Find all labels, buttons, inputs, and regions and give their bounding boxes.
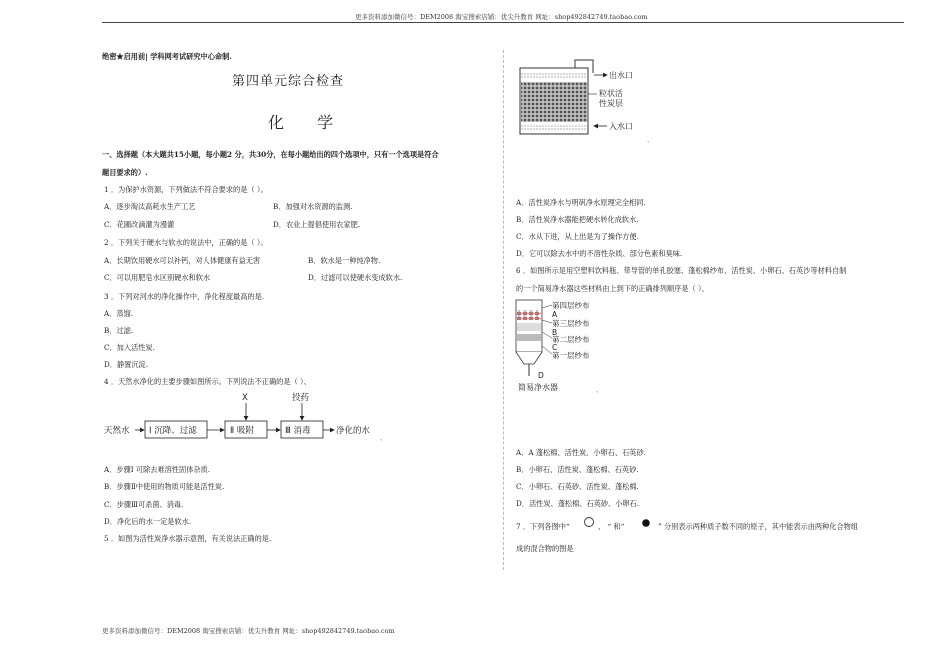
q3-stem: 3 ．下列对河水的净化操作中，净化程度最高的是.	[104, 292, 265, 301]
q6-b: B	[552, 328, 558, 337]
flow-step2: Ⅱ 吸附	[230, 426, 254, 436]
q4-flow-diagram	[104, 390, 394, 448]
q5-option-d: D．它可以除去水中的不溶性杂质、部分色素和臭味.	[516, 249, 683, 258]
q6-l2: 第二层纱布	[552, 335, 590, 344]
q1-stem: 1 ．为保护水资源，下列做法不符合要求的是（ ）。	[104, 185, 268, 194]
q6-option-d: D．活性炭、蓬松棉、石英砂、小卵石.	[516, 499, 640, 508]
q2-option-c: C．可以用肥皂水区别硬水和软水	[104, 273, 211, 282]
q1-option-d: D．农业上提倡使用农家肥.	[273, 220, 361, 229]
q6-a: A	[552, 310, 558, 319]
q6-l1: 第一层纱布	[552, 351, 590, 360]
q7-stem-c: ” 分别表示两种质子数不同的原子，其中能表示由两种化合物组	[658, 522, 859, 531]
q7-stem-b: 、 “ 和“	[598, 522, 625, 531]
q4-option-c: C．步骤Ⅲ可杀菌、消毒.	[104, 500, 184, 509]
inlet-label: 入水口	[609, 122, 633, 131]
q7-stem-line2: 成的混合物的图是	[516, 544, 574, 553]
outlet-label: 出水口	[609, 71, 633, 80]
q1-option-a: A．逐步淘汰高耗水生产工艺	[104, 202, 196, 211]
q6-option-c: C．小卵石、石英砂、活性炭、蓬松棉.	[516, 482, 639, 491]
filled-circle-icon	[641, 518, 651, 528]
subject-title: 化 学	[268, 113, 348, 132]
q6-c: C	[552, 343, 558, 352]
q3-option-a: A．蒸馏.	[104, 309, 134, 318]
q5-stem: 5 ．如图为活性炭净水器示意图，有关说法正确的是.	[104, 534, 272, 543]
flow-result: 净化的水	[336, 426, 371, 436]
flow-x-label: X	[242, 393, 248, 403]
section-heading: 一、选择题（本大题共15小题，每小题2 分，共30分，在每小题给出的四个选项中，只有一个选项是符合	[102, 150, 439, 159]
q6-d: D	[538, 371, 544, 380]
q6-name: 简易净水器	[518, 383, 558, 392]
carbon-label-2: 性炭层	[599, 99, 623, 108]
page-title: 第四单元综合检查	[232, 74, 345, 89]
q6-stem-line2: 的一个简易净水器这些材料由上到下的正确排列顺序是（ ）、	[516, 284, 709, 293]
q6-purifier-diagram	[510, 296, 620, 398]
layer-b	[517, 323, 541, 331]
header-rule	[102, 22, 904, 23]
q6-l3: 第三层纱布	[552, 319, 590, 328]
flow-dose-label: 投药	[292, 393, 310, 403]
q6-stem-line1: 6 ．如图所示是用空塑料饮料瓶、带导管的单孔胶塞、蓬松棉纱布、活性炭、小卵石、石英沙等材料自制	[516, 266, 847, 275]
open-circle-icon	[583, 516, 595, 528]
q3-option-b: B．过滤.	[104, 326, 134, 335]
q5-purifier-diagram	[515, 58, 655, 146]
q1-option-b: B．加强对水资源的监测.	[273, 202, 353, 211]
q5-option-c: C．水从下进，从上出是为了操作方便.	[516, 232, 639, 241]
q6-l4: 第四层纱布	[552, 301, 590, 310]
carbon-label-1: 粒状活	[599, 89, 623, 98]
flow-step3: Ⅲ 消毒	[285, 426, 311, 436]
secret-line: 绝密★启用前| 学科网考试研究中心命制.	[102, 52, 232, 61]
layer-a	[517, 310, 541, 320]
q7-stem-a: 7 ．下列各图中“	[516, 522, 570, 531]
column-divider	[503, 50, 504, 570]
footer-text: 更多资料添加微信号：DEM2008 淘宝搜索店铺：优尖升教育 网址：shop492842749.taobao.com	[102, 627, 395, 635]
q6-option-b: B．小卵石、活性炭、蓬松棉、石英砂.	[516, 465, 639, 474]
flow-step1: Ⅰ 沉降、过滤	[149, 426, 197, 436]
layer-c	[517, 334, 541, 341]
q6-option-a: A．A 蓬松棉、活性炭、小卵石、石英砂.	[516, 448, 646, 457]
q4-option-a: A．步骤Ⅰ 可除去难溶性固体杂质.	[104, 465, 211, 474]
svg-text:、: 、	[596, 387, 603, 394]
q4-option-d: D．净化后的水一定是软水.	[104, 517, 192, 526]
q4-stem: 4 ．天然水净化的主要步骤如图所示。下列说法不正确的是（ ）、	[104, 377, 311, 386]
svg-text:、: 、	[380, 435, 387, 442]
header-text: 更多资料添加微信号：DEM2008 淘宝搜索店铺：优尖升教育 网址：shop492842749.taobao.com	[355, 13, 648, 21]
q1-option-c: C．花圃改滴灌为漫灌	[104, 220, 175, 229]
flow-source: 天然水	[104, 426, 130, 436]
q5-option-a: A．活性炭净水与明矾净水原理完全相同.	[516, 198, 646, 207]
q2-stem: 2 ．下列关于硬水与软水的说法中，正确的是（ ）。	[104, 238, 268, 247]
q2-option-d: D．过滤可以使硬水变成软水.	[308, 273, 403, 282]
q4-option-b: B．步骤Ⅱ中使用的物质可能是活性炭.	[104, 482, 225, 491]
q3-option-d: D．静置沉淀.	[104, 360, 148, 369]
q2-option-b: B．软水是一种纯净物.	[308, 256, 381, 265]
q2-option-a: A．长期饮用硬水可以补钙，对人体健康有益无害	[104, 256, 261, 265]
section-heading-cont: 题目要求的）.	[102, 168, 148, 177]
q5-option-b: B．活性炭净水器能把硬水转化成软水.	[516, 215, 639, 224]
q3-option-c: C．加入活性炭.	[104, 343, 155, 352]
svg-text:、: 、	[647, 137, 654, 144]
